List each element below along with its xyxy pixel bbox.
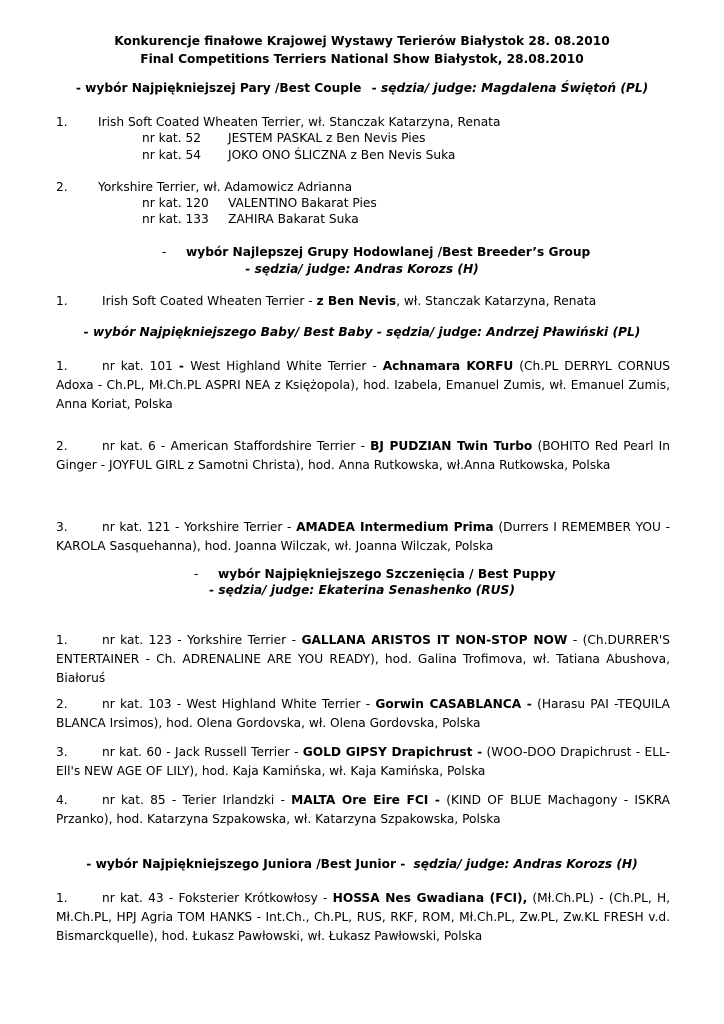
couple-entry-1-dog-2: JOKO ONO ŚLICZNA z Ben Nevis Suka	[228, 148, 456, 162]
breeders-entry-text	[102, 294, 596, 308]
breeders-group-title: wybór Najlepszej Grupy Hodowlanej /Best Breeder’s Group	[186, 245, 591, 259]
baby-entry-1-dog-name: Achnamara KORFU	[382, 359, 514, 373]
junior-entry-1-num: 1.	[56, 891, 68, 905]
best-puppy-title: wybór Najpiękniejszego Szczenięcia / Best Puppy	[218, 567, 556, 581]
junior-entry-1-details: (Mł.Ch.PL) - (Ch.PL, H, Mł.Ch.PL, HPJ Agria TOM HANKS - Int.Ch., Ch.PL, RUS, RKF, ROM, Mł.Ch.PL, Zw.PL, Zw.KL FRESH v.d. Bismarckquelle), hod. Łukasz Pawłowski, wł. Łukasz Pawłowski, Polska	[56, 891, 670, 943]
baby-entry-3-details: (Durrers I REMEMBER YOU - KAROLA Sasquehanna), hod. Joanna Wilczak, wł. Joanna Wilczak, Polska	[56, 520, 671, 553]
couple-entry-1-dog-1: JESTEM PASKAL z Ben Nevis Pies	[228, 131, 426, 145]
puppy-entry-1-dog-name: GALLANA ARISTOS IT NON-STOP NOW	[301, 633, 568, 647]
couple-entry-2-dog-2: ZAHIRA Bakarat Suka	[228, 212, 359, 226]
best-couple-judge: - sędzia/ judge: Magdalena Świętoń (PL)	[371, 81, 649, 95]
baby-entry-2-kat: nr kat. 6 -	[102, 439, 171, 453]
baby-entry-2-details: (BOHITO Red Pearl In Ginger - JOYFUL GIRL z Samotni Christa), hod. Anna Rutkowska, wł.Anna Rutkowska, Polska	[56, 439, 670, 472]
best-puppy-judge: - sędzia/ judge: Ekaterina Senashenko (RUS)	[209, 583, 515, 597]
puppy-entry-4-kat: nr kat. 85 -	[102, 793, 183, 807]
title-polish: Konkurencje finałowe Krajowej Wystawy Terierów Białystok 28. 08.2010	[114, 34, 610, 48]
couple-entry-1-num: 1.	[56, 115, 68, 129]
couple-entry-2-breed: Yorkshire Terrier, wł. Adamowicz Adrianna	[98, 180, 353, 194]
baby-entry-1-details: (Ch.PL DERRYL CORNUS Adoxa - Ch.PL, Mł.Ch.PL ASPRI NEA z Księżopola), hod. Izabela, Emanuel Zumis, wł. Emanuel Zumis, Anna Koriat, Polska	[56, 359, 671, 411]
baby-entry-2-num: 2.	[56, 439, 68, 453]
junior-entry-1	[56, 889, 670, 946]
puppy-entry-2-breed: West Highland White Terrier -	[186, 697, 376, 711]
puppy-entry-2	[56, 695, 670, 733]
junior-entry-1-dog-name: HOSSA Nes Gwadiana (FCI),	[332, 891, 528, 905]
breeders-entry-num: 1.	[56, 294, 68, 308]
best-couple-heading	[0, 81, 724, 95]
baby-entry-1-kat: nr kat. 101	[102, 359, 179, 373]
baby-entry-1-sep: -	[178, 359, 191, 373]
puppy-entry-4-dog-name: MALTA Ore Eire FCI -	[291, 793, 440, 807]
baby-entry-1-num: 1.	[56, 359, 68, 373]
puppy-entry-3-details: (WOO-DOO Drapichrust - ELL-Ell's NEW AGE OF LILY), hod. Kaja Kamińska, wł. Kaja Kamińska, Polska	[56, 745, 671, 778]
best-junior-title: - wybór Najpiękniejszego Juniora /Best Junior -	[86, 857, 406, 871]
couple-entry-1-kat-1: nr kat. 52	[142, 131, 201, 145]
best-puppy-dash: -	[194, 567, 199, 581]
puppy-entry-4-breed: Terier Irlandzki -	[182, 793, 292, 807]
puppy-entry-1-breed: Yorkshire Terrier -	[187, 633, 302, 647]
baby-entry-1-breed: West Highland White Terrier -	[190, 359, 383, 373]
best-junior-judge: sędzia/ judge: Andras Korozs (H)	[413, 857, 638, 871]
couple-entry-2-kat-2: nr kat. 133	[142, 212, 209, 226]
puppy-entry-2-details: (Harasu PAI -TEQUILA BLANCA Irsimos), hod. Olena Gordovska, wł. Olena Gordovska, Polska	[56, 697, 670, 730]
puppy-entry-4-num: 4.	[56, 793, 68, 807]
breeders-entry-breed: Irish Soft Coated Wheaten Terrier -	[102, 294, 317, 308]
best-junior-heading	[0, 857, 724, 871]
breeders-group-judge: - sędzia/ judge: Andras Korozs (H)	[245, 262, 479, 276]
couple-entry-1-breed: Irish Soft Coated Wheaten Terrier, wł. Stanczak Katarzyna, Renata	[98, 115, 501, 129]
breeders-group-dash: -	[162, 245, 167, 259]
baby-entry-3-kat: nr kat. 121 -	[102, 520, 185, 534]
couple-entry-2-num: 2.	[56, 180, 68, 194]
junior-entry-1-breed: Foksterier Krótkowłosy -	[178, 891, 333, 905]
puppy-entry-1	[56, 631, 670, 688]
best-couple-title: - wybór Najpiękniejszej Pary /Best Couple	[75, 81, 362, 95]
baby-entry-3-dog-name: AMADEA Intermedium Prima	[296, 520, 494, 534]
breeders-entry-kennel: z Ben Nevis	[316, 294, 397, 308]
junior-entry-1-kat: nr kat. 43 -	[102, 891, 179, 905]
baby-entry-3-breed: Yorkshire Terrier -	[184, 520, 297, 534]
puppy-entry-1-details: - (Ch.DURRER'S ENTERTAINER - Ch. ADRENALINE ARE YOU READY), hod. Galina Trofimova, wł. Tatiana Abushova, Białoruś	[56, 633, 671, 685]
title-english: Final Competitions Terriers National Show Białystok, 28.08.2010	[140, 52, 584, 66]
baby-entry-3	[56, 518, 670, 556]
puppy-entry-3	[56, 743, 670, 781]
puppy-entry-4	[56, 791, 670, 829]
baby-entry-2-dog-name: BJ PUDZIAN Twin Turbo	[370, 439, 533, 453]
puppy-entry-1-kat: nr kat. 123 -	[102, 633, 188, 647]
puppy-entry-4-details: (KIND OF BLUE Machagony - ISKRA Przanko), hod. Katarzyna Szpakowska, wł. Katarzyna Szpakowska, Polska	[56, 793, 671, 826]
best-baby-heading: - wybór Najpiękniejszego Baby/ Best Baby - sędzia/ judge: Andrzej Pławiński (PL)	[83, 325, 641, 339]
puppy-entry-2-kat: nr kat. 103 -	[102, 697, 187, 711]
breeders-group-heading	[162, 245, 590, 259]
baby-entry-3-num: 3.	[56, 520, 68, 534]
baby-entry-2	[56, 437, 670, 475]
puppy-entry-2-num: 2.	[56, 697, 68, 711]
baby-entry-2-breed: American Staffordshire Terrier -	[170, 439, 371, 453]
puppy-entry-1-num: 1.	[56, 633, 68, 647]
couple-entry-2-dog-1: VALENTINO Bakarat Pies	[228, 196, 377, 210]
puppy-entry-2-dog-name: Gorwin CASABLANCA -	[375, 697, 532, 711]
best-puppy-heading	[194, 567, 556, 581]
puppy-entry-3-num: 3.	[56, 745, 68, 759]
breeders-entry-owner: , wł. Stanczak Katarzyna, Renata	[396, 294, 597, 308]
puppy-entry-3-kat: nr kat. 60 -	[102, 745, 175, 759]
couple-entry-2-kat-1: nr kat. 120	[142, 196, 209, 210]
puppy-entry-3-dog-name: GOLD GIPSY Drapichrust -	[302, 745, 483, 759]
baby-entry-1	[56, 357, 670, 414]
puppy-entry-3-breed: Jack Russell Terrier -	[174, 745, 303, 759]
couple-entry-1-kat-2: nr kat. 54	[142, 148, 201, 162]
